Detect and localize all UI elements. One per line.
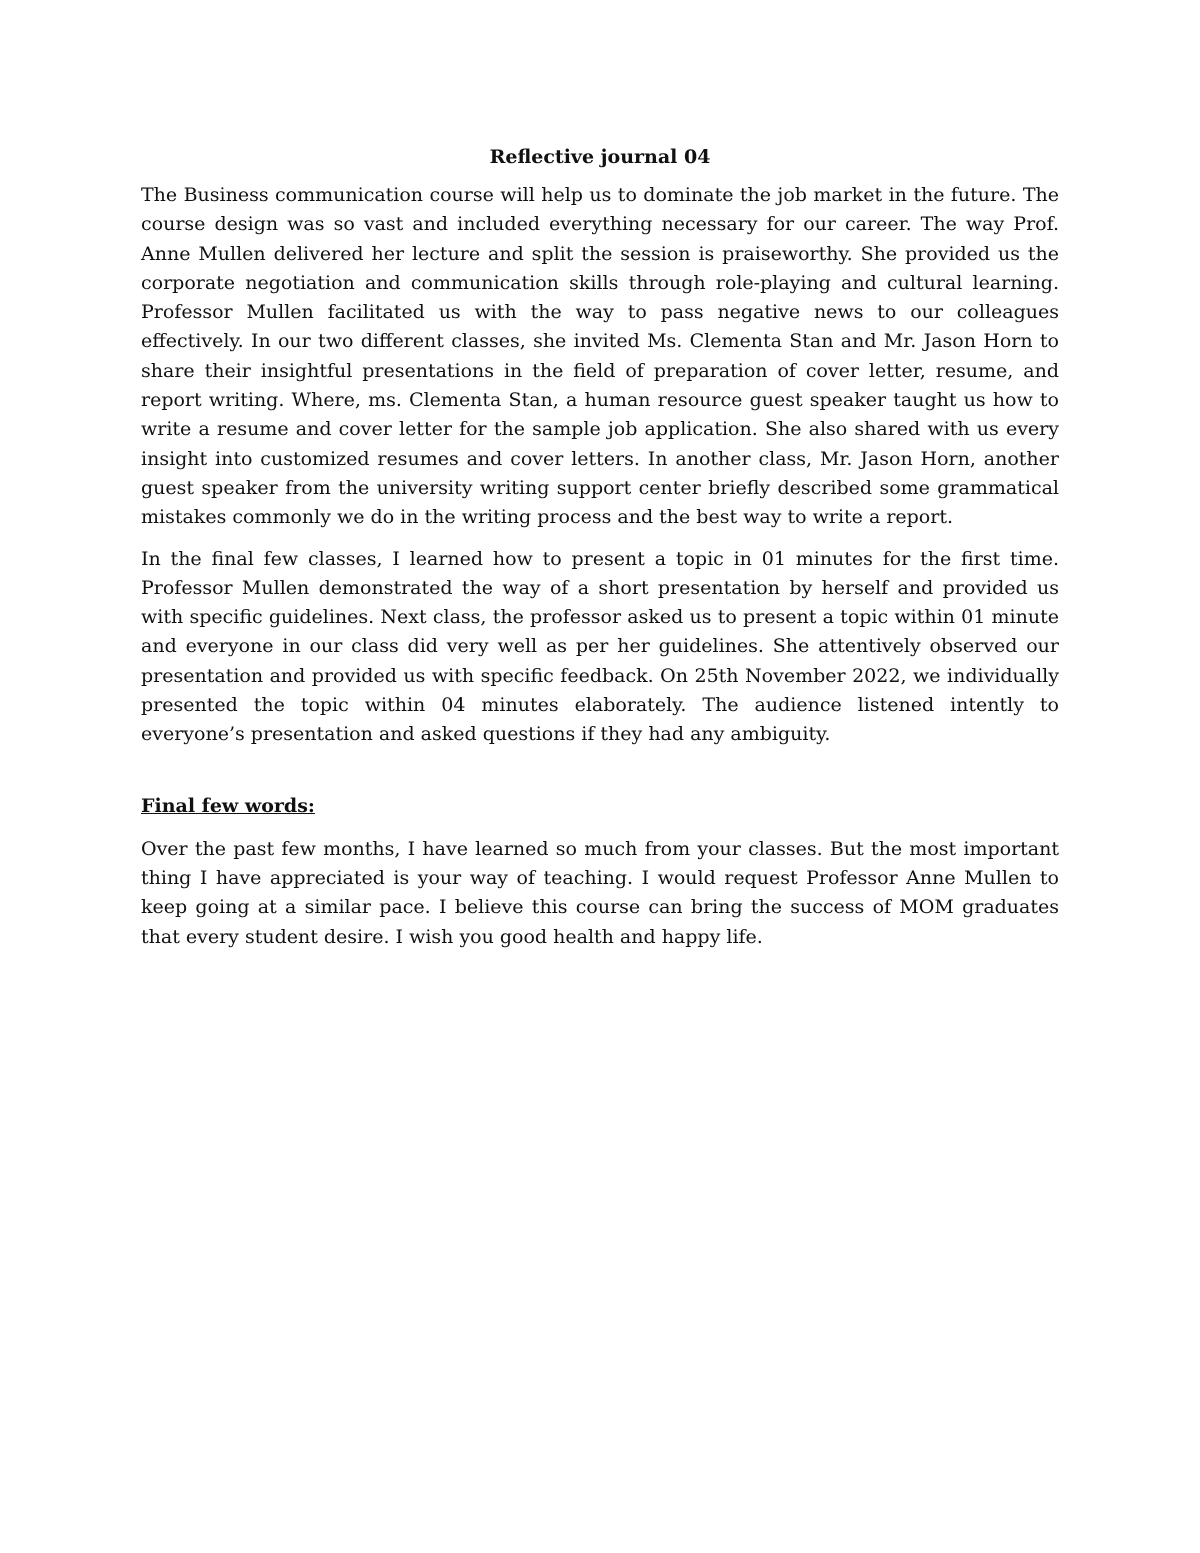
- final-section-paragraph: Over the past few months, I have learned so much from your classes. But the most important thing I have appreciated is your way of teaching. I would request Professor Anne Mullen to keep going at a similar pace. I believe this course can bring the success of MOM graduates that every student desire. I wish you good health and happy life.: [141, 837, 1059, 948]
- body-paragraph-2: In the final few classes, I learned how to present a topic in 01 minutes for the first time. Professor Mullen demonstrated the way of a short presentation by herself and provided us with specific guidelines. Next class, the professor asked us to present a topic within 01 minute and everyone in our class did very well as per her guidelines. She attentively observed our presentation and provided us with specific feedback. On 25th November 2022, we individually presented the topic within 04 minutes elaborately. The audience listened intently to everyone’s presentation and asked questions if they had any ambiguity.: [141, 547, 1059, 746]
- paragraph-spacer: [141, 762, 1059, 792]
- body-paragraph-1: The Business communication course will help us to dominate the job market in the future. The course design was so vast and included everything necessary for our career. The way Prof. Anne Mullen delivered her lecture and split the session is praiseworthy. She provided us the corporate negotiation and communication skills through role-playing and cultural learning. Professor Mullen facilitated us with the way to pass negative news to our colleagues effectively. In our two different classes, she invited Ms. Clementa Stan and Mr. Jason Horn to share their insightful presentations in the field of preparation of cover letter, resume, and report writing. Where, ms. Clementa Stan, a human resource guest speaker taught us how to write a resume and cover letter for the sample job application. She also shared with us every insight into customized resumes and cover letters. In another class, Mr. Jason Horn, another guest speaker from the university writing support center briefly described some grammatical mistakes commonly we do in the writing process and the best way to write a report.: [141, 184, 1059, 529]
- final-section-heading: Final few words:: [141, 794, 315, 817]
- document-body: [141, 143, 1059, 964]
- document-title: Reflective journal 04: [489, 146, 711, 168]
